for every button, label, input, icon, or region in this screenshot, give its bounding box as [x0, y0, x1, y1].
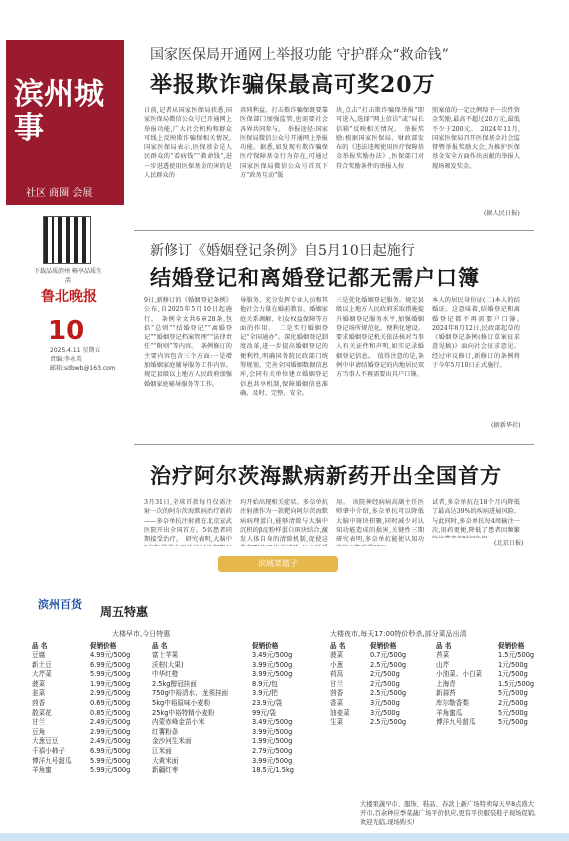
item-name: 大芹菜	[32, 670, 52, 679]
item-price: 2.49元/500g	[90, 718, 131, 727]
item-name: 油麦菜	[330, 708, 350, 717]
item-price: 6.99元/500g	[90, 746, 131, 755]
col-name-header: 品 名	[152, 642, 168, 650]
col-name-header: 品 名	[330, 642, 346, 650]
item-price: 2.79元/500g	[252, 746, 293, 755]
table-row	[32, 709, 130, 719]
item-price: 1元/500g	[498, 670, 528, 679]
item-price: 5.99元/500g	[90, 670, 131, 679]
item-price: 1.99元/500g	[252, 737, 293, 746]
table-row	[32, 670, 130, 680]
table-row	[152, 747, 294, 757]
divider	[134, 444, 534, 445]
table-row	[436, 670, 534, 680]
bottom-stripe	[0, 833, 569, 841]
item-price: 2.5元/500g	[370, 660, 407, 669]
item-price: 18.5元/1.5kg	[252, 766, 294, 775]
item-name: 茴香	[330, 689, 344, 698]
item-name: 750g中裕清水、龙须挂面	[152, 689, 229, 698]
item-name: 5kg中裕原味小麦粉	[152, 698, 211, 707]
section-title: 滨州城事	[14, 77, 104, 146]
item-name: 红薯粉条	[152, 727, 179, 736]
article3-col-1: 3月31日,全球首款每月仅需注射一次的阿尔茨海默病治疗新药——多奈单抗注射液在北京宣武医院开出全国首方。5名患者同期接受治疗。 研究表明,大脑中	[144, 499, 232, 544]
ad-footer: 大楼果蔬早市、服饰、鞋品、春款上新广场特卖每天早8点盛大开市,百余种应季菜蔬广场平价供应,更有平价服装鞋子现场促销,欢迎光临,现场购买!	[360, 801, 537, 826]
item-price: 3.99元/500g	[252, 660, 293, 669]
table-row	[152, 718, 294, 728]
item-name: 羊角蜜瓜	[436, 708, 463, 717]
item-name: 香菜	[330, 698, 344, 707]
table-row	[32, 699, 130, 709]
article2-source: (据新华社)	[491, 422, 521, 429]
item-name: 新疆红枣	[152, 766, 179, 775]
item-name: 甘兰	[330, 679, 344, 688]
table-row	[152, 689, 294, 699]
item-name: 小葱	[330, 660, 344, 669]
item-name: 生菜	[330, 718, 344, 727]
article2-kicker: 新修订《婚姻登记条例》自5月10日起施行	[150, 243, 415, 259]
email-line: 邮箱:sdbwb@163.com	[50, 365, 116, 372]
table-row	[436, 651, 534, 661]
table-row	[152, 728, 294, 738]
item-price: 5.99元/500g	[90, 756, 131, 765]
table-row	[330, 651, 406, 661]
item-price: 2元/500g	[498, 698, 528, 707]
right-table-2	[436, 640, 534, 728]
ad-tagline: 滨城菜篮子	[218, 556, 338, 572]
item-name: 新蒜苔	[436, 689, 456, 698]
item-price: 1元/500g	[498, 660, 528, 669]
table-row	[436, 680, 534, 690]
qr-code-icon	[43, 216, 91, 264]
date-line: 2025.4.11 星期五	[50, 347, 101, 354]
table-row	[152, 661, 294, 671]
article1-col-4: 照案值的一定比例给予一次性资金奖励,最高不超过20万元,最低不少于200元。 2024年11月,国家医保局召开医保基金社会监督暨举报奖励大会,为推护医保基金安全方面作出贡献的举报人现场颁发奖金。	[432, 107, 520, 170]
table-row	[436, 699, 534, 709]
item-price: 2元/500g	[370, 679, 400, 688]
table-row	[330, 718, 406, 728]
article3-col-3: 用。 该院神经病病高副主任医师肇中介绍,多奈单抗可以降低大脑中斑块积聚,同时减少对认知功能造成的损害,关键性三期研究表明,多奈单抗能使认知功	[336, 499, 424, 544]
item-name: 博洋九号甜瓜	[32, 756, 72, 765]
sidebar	[0, 0, 134, 560]
table-row	[32, 747, 130, 757]
table-row	[152, 670, 294, 680]
article1-kicker: 国家医保局开通网上举报功能 守护群众“救命钱”	[150, 47, 449, 63]
item-name: 菠菜	[32, 679, 46, 688]
col-price-header: 促销价格	[370, 642, 397, 650]
col-price-header: 促销价格	[252, 642, 279, 650]
table-row	[330, 680, 406, 690]
item-price: 2.5元/500g	[370, 689, 407, 698]
item-price: 2元/500g	[370, 670, 400, 679]
item-name: 金沙河生米面	[152, 737, 192, 746]
table-row	[330, 661, 406, 671]
item-price: 5元/500g	[498, 689, 528, 698]
item-price: 1.5元/500g	[498, 679, 535, 688]
item-name: 上海青	[436, 679, 456, 688]
col-name-header: 品 名	[436, 642, 452, 650]
table-row	[152, 699, 294, 709]
col-price-header: 促销价格	[498, 642, 525, 650]
table-row	[152, 680, 294, 690]
date-block	[50, 346, 130, 373]
item-name: 库尔勒香梨	[436, 698, 469, 707]
item-name: 沃柑(大果)	[152, 660, 184, 669]
item-name: 散菜花	[32, 708, 52, 717]
item-price: 2.99元/500g	[90, 727, 131, 736]
item-price: 0.85元/500g	[90, 708, 131, 717]
item-price: 6.99元/500g	[90, 660, 131, 669]
item-price: 3.99元/500g	[252, 756, 293, 765]
item-price: 3.49元/500g	[252, 651, 293, 659]
item-price: 3.9元/把	[252, 689, 278, 698]
item-price: 1.99元/500g	[90, 679, 131, 688]
item-price: 2.5元/500g	[370, 718, 407, 727]
table-row	[152, 709, 294, 719]
item-name: 博洋九号甜瓜	[436, 718, 476, 727]
article2-col-1: 9日,新修订的《婚姻登记条例》公布,自2025年5月10日起施行。 条例全文共6章28条,包括“总则”“结婚登记”“离婚登记”“婚姻登记档案管理”“法律责任”“附则”等内容。 条例修订的主要内容包含三个方面:一是增加婚姻家庭辅导服务工作内容。规定县级以上地方人民政府加强婚姻家庭辅导服务等工作。	[144, 297, 232, 388]
item-name: 内蒙赤峰金苗小米	[152, 718, 205, 727]
item-name: 江米面	[152, 746, 172, 755]
divider	[134, 230, 534, 231]
article2-col-4: 本人的居民身份证(二)本人的结婚证。这意味着,结婚登记和离婚登记都不再需要户口簿。 2024年8月12日,民政部起草的《婚姻登记条例(修订草案征求意见稿)》面向社会征求意见。经过审议修订,新修订的条例将于今年5月10日正式施行。	[432, 297, 520, 370]
table-row	[32, 661, 130, 671]
table-row	[32, 689, 130, 699]
table-row	[330, 670, 406, 680]
table-row	[32, 651, 130, 661]
item-price: 0.7元/500g	[370, 651, 407, 659]
item-price: 3.99元/500g	[252, 670, 293, 679]
right-header: 大楼夜市,每天17:00特价秒杀,部分菜品出清	[330, 630, 467, 638]
right-table-1	[330, 640, 406, 728]
article3-col-4: 试者,多奈单抗在18个月内降低了最高达39%的疾病进展风险。与此同时,多奈单抗每4周输注一次,用药更便,降低了患者因频繁	[432, 499, 520, 534]
item-name: 羊角蜜	[32, 766, 52, 775]
article3-headline: 治疗阿尔茨海默病新药开出全国首方	[150, 463, 502, 488]
item-name: 大葱豆豆	[32, 737, 59, 746]
store-logo: 滨州百货	[38, 598, 82, 611]
left-table-1	[32, 640, 130, 776]
table-row	[152, 766, 294, 776]
table-row	[32, 718, 130, 728]
item-name: 茴香	[32, 698, 46, 707]
item-name: 新土豆	[32, 660, 52, 669]
item-name: 荷莴	[330, 670, 344, 679]
article3-col-2: 均开始出现相关症状。多奈单抗注射液作为一款靶向阿尔茨海默病病理蛋白,能够清除与大脑中沉积的β淀粉样蛋白斑块结合,激发人体自身的清除机制,促使这	[240, 499, 328, 544]
article1-source: (据人民日报)	[484, 210, 520, 217]
item-name: 小油菜、小白菜	[436, 670, 483, 679]
article1-col-2: 共同利益。打击欺诈骗保既要靠医保部门加强监管,也需要社会各界共同参与。 举报途径:国家医保局微信公众号开通网上举报功能。据悉,如发现有欺诈骗保医疗保障基金行为存在,可通过国家医保局微信公众号首页下方“政务互动”版	[240, 107, 328, 180]
article1-headline: 举报欺诈骗保最高可奖20万	[150, 72, 436, 98]
left-header: 大楼早市,今日特惠	[112, 630, 171, 638]
item-price: 3.49元/500g	[252, 718, 293, 727]
item-price: 2.99元/500g	[90, 689, 131, 698]
table-row	[152, 737, 294, 747]
table-row	[152, 757, 294, 767]
article1-col-3: 块,点击“打击欺诈骗保举报”即可进入,选择“网上信访”或“局长信箱”反映相关情况。 举报奖励:根据国家医保局、财政部发布的《违法违规使用医疗保障基金举报奖励办法》,医保部门对符合奖励条件的举报人按	[336, 107, 424, 170]
table-row	[330, 709, 406, 719]
item-price: 3元/500g	[370, 708, 400, 717]
table-row	[152, 651, 294, 661]
item-name: 豆腐	[32, 651, 46, 659]
table-row	[32, 728, 130, 738]
newspaper-logo: 鲁北晚报	[41, 289, 97, 305]
article3-source: (北京日报)	[494, 540, 524, 547]
item-name: 富士苹果	[152, 651, 179, 659]
item-price: 5元/500g	[498, 708, 528, 717]
article1-col-1: 日前,记者从国家医保局获悉,国家医保局微信公众号已开通网上举报功能,广大社会机构和群众可线上反映欺诈骗保相关情况。 国家医保局表示,医保基金是人民群众的“看病钱”“救命钱”,进一步进透使用医保基金的害的是人民群众的	[144, 107, 232, 180]
item-price: 0.69元/500g	[90, 698, 131, 707]
col-name-header: 品 名	[32, 642, 48, 650]
qr-hint: 下载品质滨州 畅享品质生活	[34, 268, 102, 284]
item-name: 菠菜	[330, 651, 344, 659]
item-name: 2.5kg醇冠挂面	[152, 679, 197, 688]
item-price: 5.99元/500g	[90, 766, 131, 775]
promo-title: 周五特惠	[100, 605, 149, 619]
table-row	[32, 757, 130, 767]
item-price: 3元/500g	[370, 698, 400, 707]
section-subtitle: 社区 商圈 会展	[26, 188, 93, 199]
item-price: 23.9元/袋	[252, 698, 283, 707]
item-price: 99元/袋	[252, 708, 276, 717]
left-table-2	[152, 640, 294, 776]
table-row	[32, 737, 130, 747]
table-row	[330, 689, 406, 699]
item-name: 豆角	[32, 727, 46, 736]
item-name: 甘兰	[32, 718, 46, 727]
item-name: 苔菜	[436, 651, 450, 659]
item-name: 中华红橙	[152, 670, 179, 679]
col-price-header: 促销价格	[90, 642, 117, 650]
item-name: 25kg中裕特精小麦粉	[152, 708, 215, 717]
item-price: 5元/500g	[498, 718, 528, 727]
item-price: 4.99元/500g	[90, 651, 131, 659]
item-price: 1.5元/500g	[498, 651, 535, 659]
table-row	[436, 709, 534, 719]
item-name: 山芹	[436, 660, 450, 669]
page-number: 10	[48, 316, 85, 346]
table-row	[436, 689, 534, 699]
table-row	[436, 718, 534, 728]
table-row	[436, 661, 534, 671]
item-price: 3.99元/500g	[252, 727, 293, 736]
item-price: 2.49元/500g	[90, 737, 131, 746]
article2-col-2: 导服务、充分发挥专业人员和其他社会力量在婚前教育、婚姻家庭关系调解、妇女权益保障等方面的作用。 二是实行婚姻登记“全国通办”。深化婚姻登记制度改革,进一步提高婚姻登记的便利性,明确国务院民政部门统筹规划、完善全国婚姻数据信息库,会同有关单位建立婚姻登记信息共享机制,保障婚姻信息准确、及时、完整、安全。	[240, 297, 328, 397]
article2-col-3: 三是优化婚姻登记服务。规定县级以上地方人民政府采取措施提升婚姻登记服务水平,加强婚姻登记场所规范化、便利化建设。要求婚姻登记机关依法核对当事人有关证件和声明,如实记录婚姻登记信息。 值得注意的是,条例中申请结婚登记的内地居民双方当事人不再需要出具户口簿。	[336, 297, 424, 379]
table-row	[32, 680, 130, 690]
item-name: 千禧小柿子	[32, 746, 65, 755]
table-row	[32, 766, 130, 776]
article2-headline: 结婚登记和离婚登记都无需户口簿	[150, 265, 480, 290]
editor-line: 责编:李永英	[50, 356, 83, 363]
item-name: 大黄米面	[152, 756, 179, 765]
table-row	[330, 699, 406, 709]
section-banner	[6, 40, 124, 205]
item-name: 韭菜	[32, 689, 46, 698]
item-price: 8.9元/包	[252, 679, 278, 688]
